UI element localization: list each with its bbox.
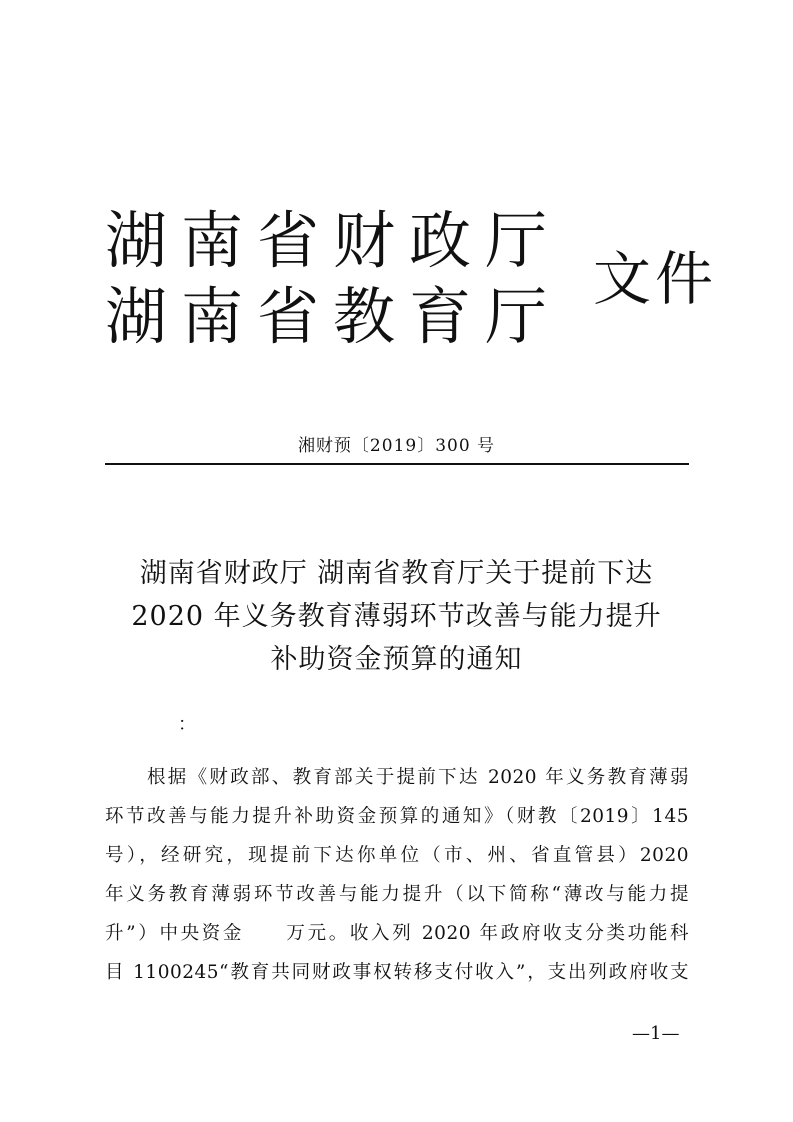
issuing-agencies-header: [105, 196, 725, 366]
body-line: 根据《财政部、教育部关于提前下达 2020 年义务教育薄弱: [147, 767, 689, 788]
agency-name-education: 湖南省教育厅: [105, 280, 562, 353]
salutation: ：: [178, 714, 196, 735]
page-number: —1—: [632, 1023, 680, 1044]
body-line: 升”）中央资金 万元。收入列 2020 年政府收支分类功能科: [105, 923, 689, 944]
document-type-label: 文件: [593, 245, 718, 313]
agency-name-finance: 湖南省财政厅: [105, 204, 562, 277]
title-line-2: 2020 年义务教育薄弱环节改善与能力提升: [131, 601, 662, 632]
body-text: [105, 758, 689, 992]
title-line-1: 湖南省财政厅 湖南省教育厅关于提前下达: [139, 558, 654, 589]
header-divider-line: [105, 463, 689, 465]
body-line: 目 1100245“教育共同财政事权转移支付收入”，支出列政府收支: [105, 962, 689, 983]
body-line: 年义务教育薄弱环节改善与能力提升（以下简称“薄改与能力提: [105, 884, 689, 905]
document-number: 湘财预〔2019〕300 号: [297, 436, 496, 456]
document-title: [60, 552, 733, 681]
body-line: 环节改善与能力提升补助资金预算的通知》（财教〔2019〕145: [105, 806, 689, 827]
body-line: 号），经研究，现提前下达你单位（市、州、省直管县）2020: [105, 845, 689, 866]
title-line-3: 补助资金预算的通知: [270, 644, 523, 675]
